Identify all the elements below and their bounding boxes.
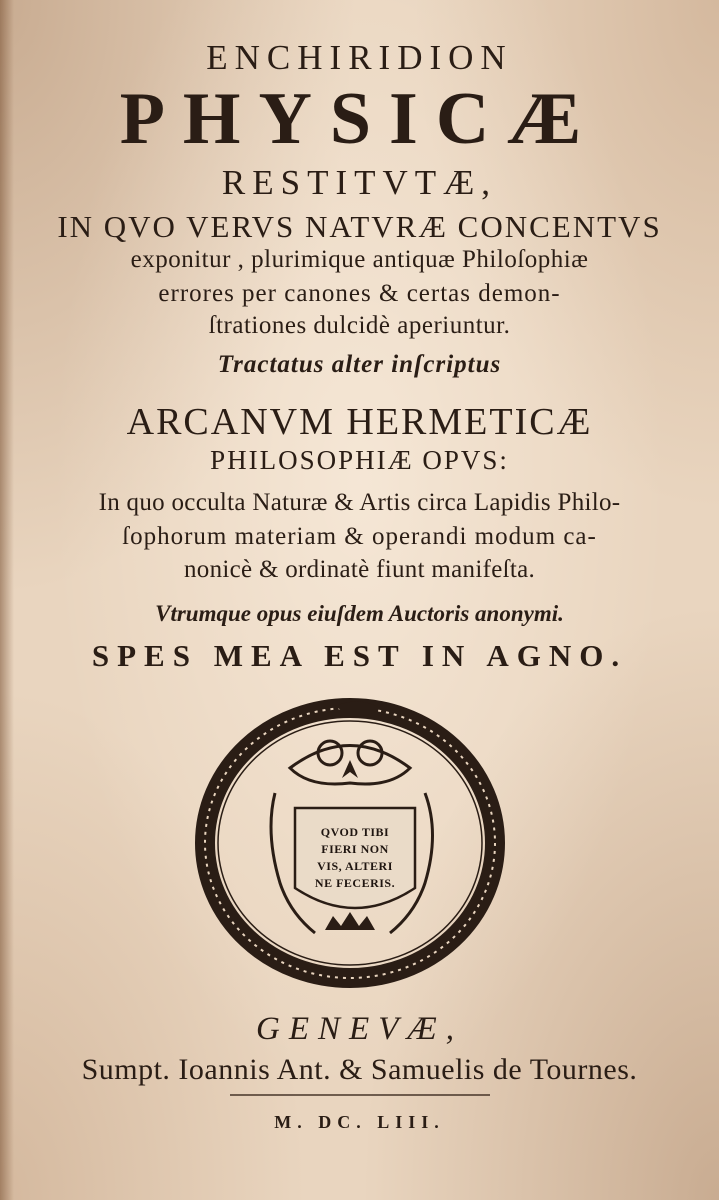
imprint-publisher: Sumpt. Ioannis Ant. & Samuelis de Tournes. (81, 1053, 638, 1086)
second-subtitle-line-3: nonicè & ordinatè fiunt manifeſta. (183, 556, 536, 583)
motto-shield-icon (295, 808, 415, 908)
title-line-restitutae: RESTITVTÆ, (221, 163, 498, 202)
motto-line-2: FIERI NON (321, 842, 389, 856)
imprint-rule (230, 1094, 490, 1096)
second-subtitle-line-2: ſophorum materiam & operandi modum ca- (122, 523, 597, 550)
second-subtitle-line-1: In quo occulta Naturæ & Artis circa Lapidis Philo- (98, 489, 621, 516)
motto-line-4: NE FECERIS. (314, 876, 396, 890)
second-title-line-2: PHILOSOPHIÆ OPVS: (210, 445, 509, 475)
printers-mark-emblem (195, 698, 505, 988)
title-line-enchiridion: ENCHIRIDION (206, 38, 513, 77)
subtitle-line-3: errores per canones & certas demon- (158, 280, 561, 307)
author-note: Vtrumque opus eiuſdem Auctoris anonymi. (155, 601, 564, 626)
crown-icon (325, 912, 375, 930)
imprint-place: GENEVÆ, (256, 1011, 463, 1047)
motto-line-3: VIS, ALTERI (317, 859, 393, 873)
knot-left-icon (318, 741, 342, 765)
imprint-year: M. DC. LIII. (274, 1112, 445, 1132)
title-line-physicae: PHYSICÆ (119, 78, 600, 160)
subtitle-line-1: IN QVO VERVS NATVRÆ CONCENTVS (57, 209, 662, 244)
second-title-line-1: ARCANVM HERMETICÆ (126, 401, 593, 443)
second-tract-intro: Tractatus alter inſcriptus (217, 351, 502, 378)
knot-right-icon (358, 741, 382, 765)
subtitle-line-4: ſtrationes dulcidè aperiuntur. (208, 312, 511, 339)
fleur-de-lis-icon (342, 760, 358, 778)
motto-line-1: QVOD TIBI (320, 825, 390, 839)
motto: SPES MEA EST IN AGNO. (91, 638, 628, 673)
subtitle-line-2: exponitur , plurimique antiquæ Philoſophiæ (130, 246, 589, 273)
